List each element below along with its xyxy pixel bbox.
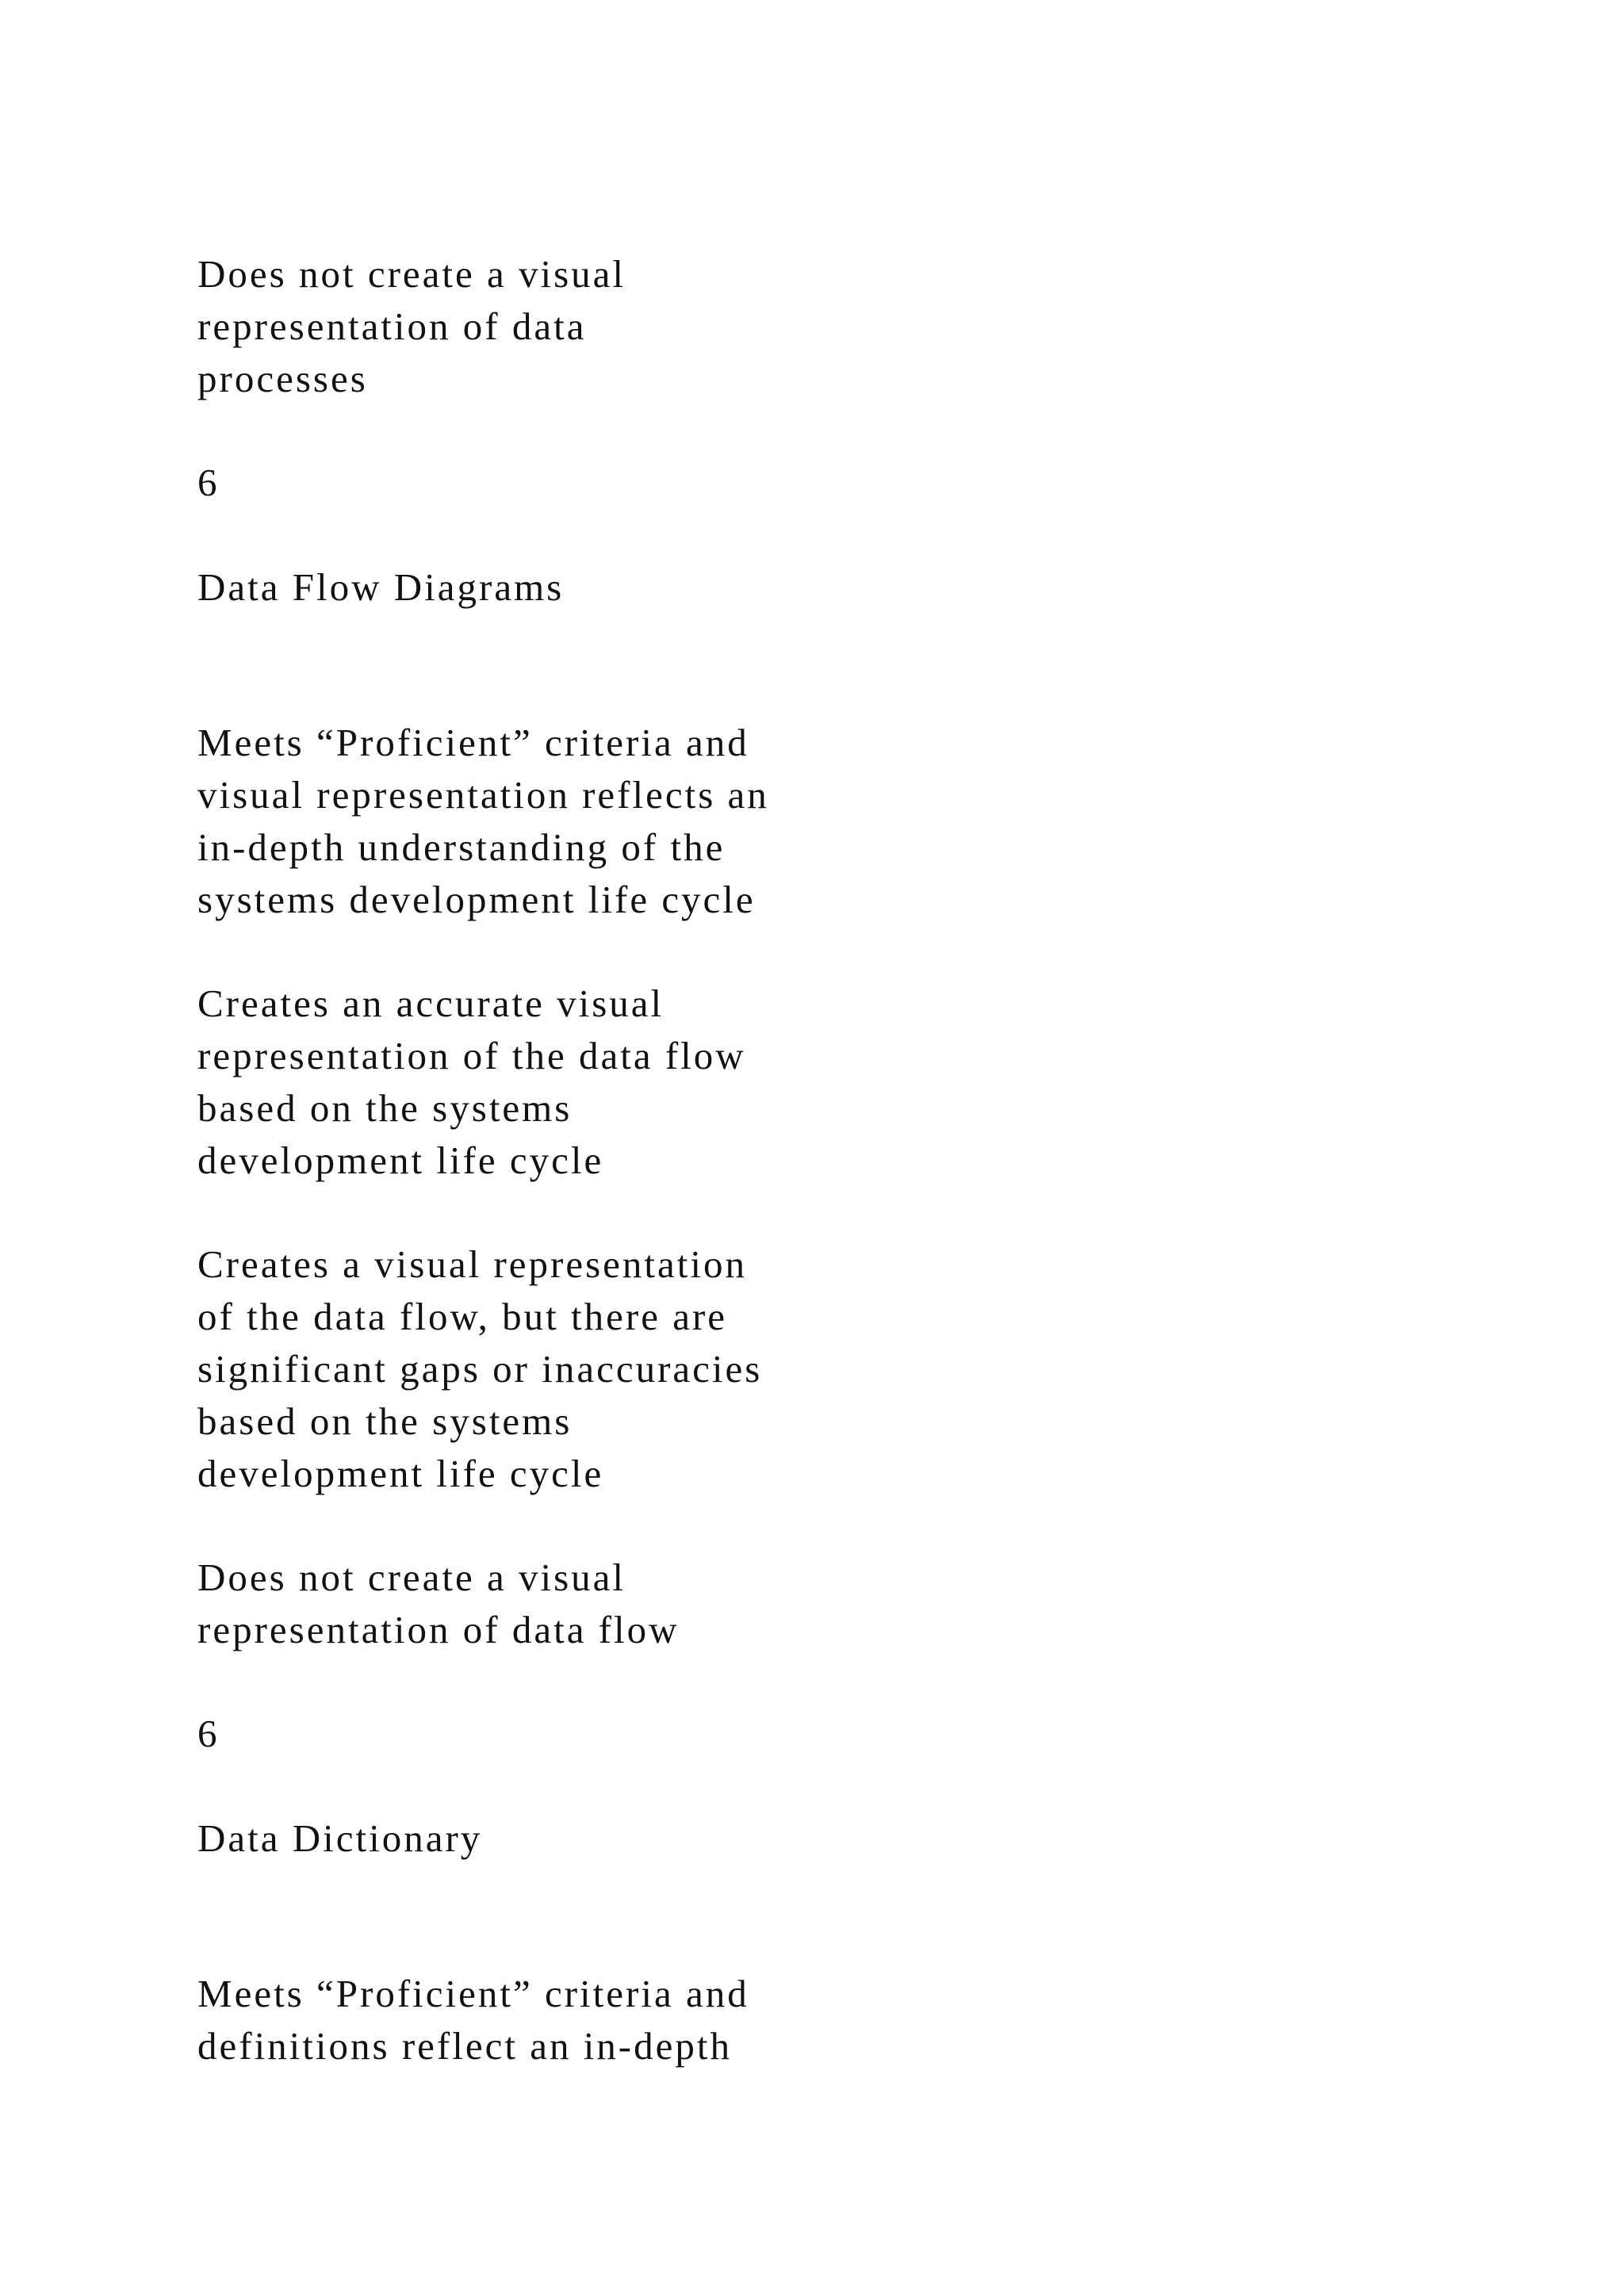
points-value: 6 (197, 461, 220, 504)
criteria-no-visual-processes: Does not create a visual representation of data processes (197, 252, 626, 400)
criteria-exemplary: Meets “Proficient” criteria and visual representation reflects an in-depth understanding of the systems development life cycle (197, 721, 769, 921)
criteria-needs-improvement: Creates a visual representation of the data flow, but there are significant gaps or inaccuracies based on the systems development life cycle (197, 1242, 763, 1495)
criteria-proficient: Creates an accurate visual representation of the data flow based on the systems development life cycle (197, 982, 746, 1182)
criteria-not-evident: Does not create a visual representation of data flow (197, 1556, 680, 1651)
criteria-exemplary-dictionary: Meets “Proficient” criteria and definitions reflect an in-depth (197, 1972, 749, 2068)
section-heading-data-flow-diagrams: Data Flow Diagrams (197, 565, 565, 609)
section-heading-data-dictionary: Data Dictionary (197, 1816, 483, 1860)
points-value: 6 (197, 1712, 220, 1755)
